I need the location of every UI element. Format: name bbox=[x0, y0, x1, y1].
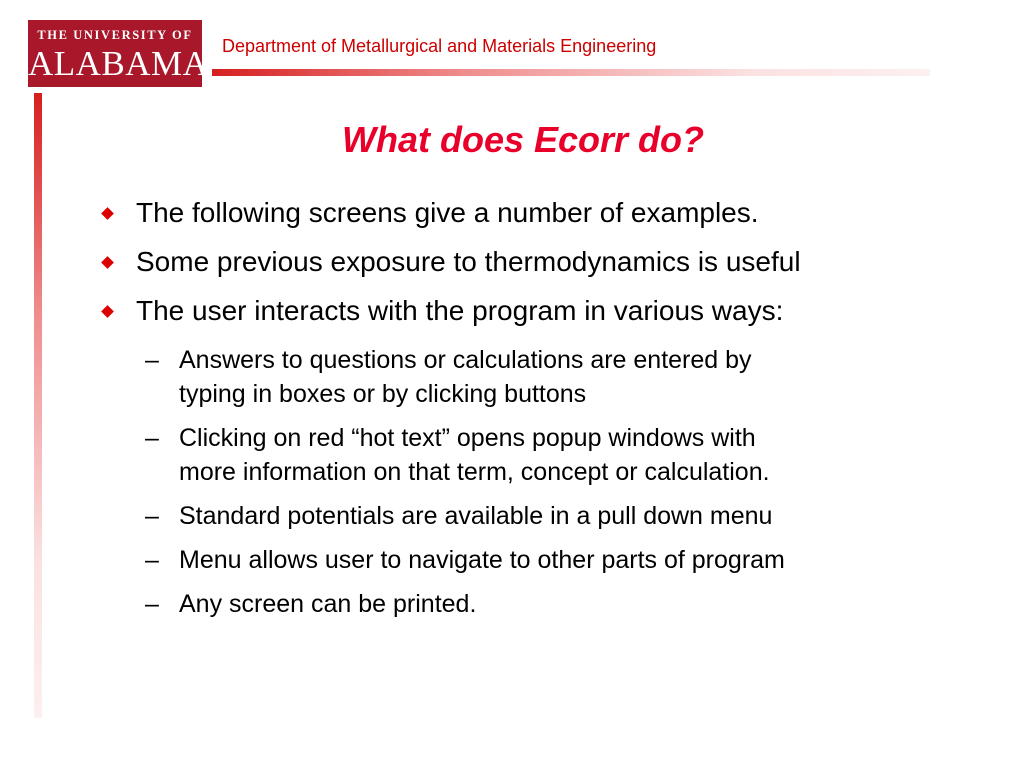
bullet-text: The following screens give a number of examples. bbox=[136, 197, 759, 228]
bullet-text: Some previous exposure to thermodynamics is useful bbox=[136, 246, 801, 277]
dash-marker: – bbox=[145, 546, 159, 574]
dash-marker: – bbox=[145, 590, 159, 618]
university-logo bbox=[28, 20, 209, 87]
logo-university-of: THE UNIVERSITY OF bbox=[37, 28, 193, 42]
sub-bullet-text-line: Standard potentials are available in a pull down menu bbox=[179, 502, 773, 530]
bullet-text: The user interacts with the program in various ways: bbox=[136, 295, 784, 326]
sub-bullet-text-line: more information on that term, concept or calculation. bbox=[179, 458, 770, 486]
sub-bullet-list bbox=[145, 343, 785, 631]
sub-bullet-text-line: Clicking on red “hot text” opens popup windows with bbox=[179, 424, 756, 452]
bullet-list bbox=[100, 196, 801, 343]
slide-title: What does Ecorr do? bbox=[341, 119, 705, 160]
bullet-item bbox=[100, 245, 801, 278]
sub-bullet-item bbox=[145, 343, 785, 411]
diamond-bullet-icon bbox=[101, 305, 114, 318]
side-accent-bar bbox=[34, 93, 42, 718]
header-divider bbox=[212, 69, 930, 76]
bullet-item bbox=[100, 294, 801, 327]
sub-bullet-text-line: Menu allows user to navigate to other parts of program bbox=[179, 546, 785, 574]
sub-bullet-text-line: Any screen can be printed. bbox=[179, 590, 477, 618]
diamond-bullet-icon bbox=[101, 207, 114, 220]
sub-bullet-text-line: Answers to questions or calculations are entered by bbox=[179, 346, 752, 374]
bullet-item bbox=[100, 196, 801, 229]
dash-marker: – bbox=[145, 502, 159, 530]
sub-bullet-text-line: typing in boxes or by clicking buttons bbox=[179, 380, 587, 408]
dash-marker: – bbox=[145, 346, 159, 374]
sub-bullet-item bbox=[145, 499, 785, 533]
sub-bullet-item bbox=[145, 421, 785, 489]
diamond-bullet-icon bbox=[101, 256, 114, 269]
logo-alabama: ALABAMA bbox=[28, 44, 209, 83]
sub-bullet-item bbox=[145, 587, 785, 621]
dash-marker: – bbox=[145, 424, 159, 452]
department-name: Department of Metallurgical and Materials Engineering bbox=[222, 36, 657, 56]
sub-bullet-item bbox=[145, 543, 785, 577]
